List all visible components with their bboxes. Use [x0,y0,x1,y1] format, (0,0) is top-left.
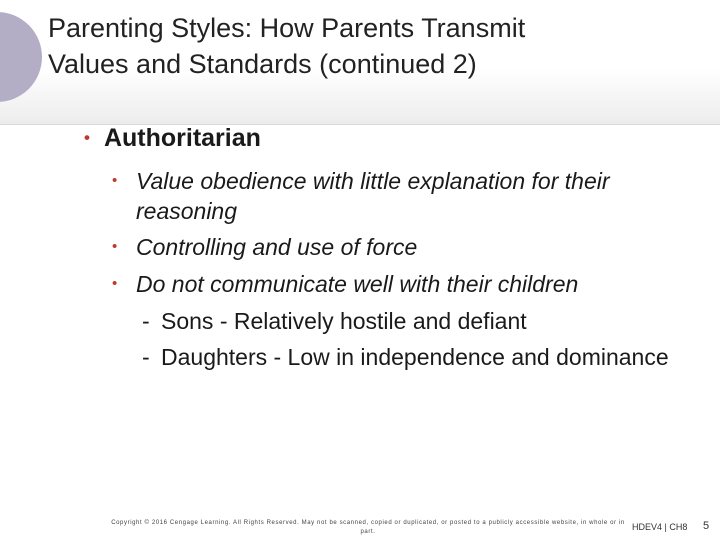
point-text: Controlling and use of force [136,234,418,260]
point-item [112,269,702,299]
bullet-icon: • [84,128,90,147]
dash-marker: - [142,308,150,334]
subpoint-item [142,342,702,373]
slide-title-line-2: Values and Standards (continued 2) [48,49,477,79]
bullet-heading [84,124,261,153]
page-number: 5 [703,520,710,532]
point-item [112,232,702,262]
bullet-icon: • [112,275,118,292]
subpoint-text: Daughters - Low in independence and dominance [161,344,669,370]
dash-marker: - [142,344,150,370]
bullet-icon: • [112,172,118,189]
point-text: Do not communicate well with their children [136,271,579,297]
copyright-notice: Copyright © 2016 Cengage Learning. All Rights Reserved. May not be scanned, copied or duplicated, or posted to a publicly accessible website, in whole or in part. [111,520,625,535]
heading-text: Authoritarian [103,124,261,152]
slide-title [48,10,698,82]
slide-title-line-1: Parenting Styles: How Parents Transmit [48,13,526,43]
point-text: Value obedience with little explanation for their reasoning [136,168,610,224]
subpoint-text: Sons - Relatively hostile and defiant [161,308,527,334]
point-item [112,166,702,226]
bullet-icon: • [112,238,118,255]
course-code: HDEV4 | CH8 [632,522,688,532]
subpoint-item [142,306,702,337]
